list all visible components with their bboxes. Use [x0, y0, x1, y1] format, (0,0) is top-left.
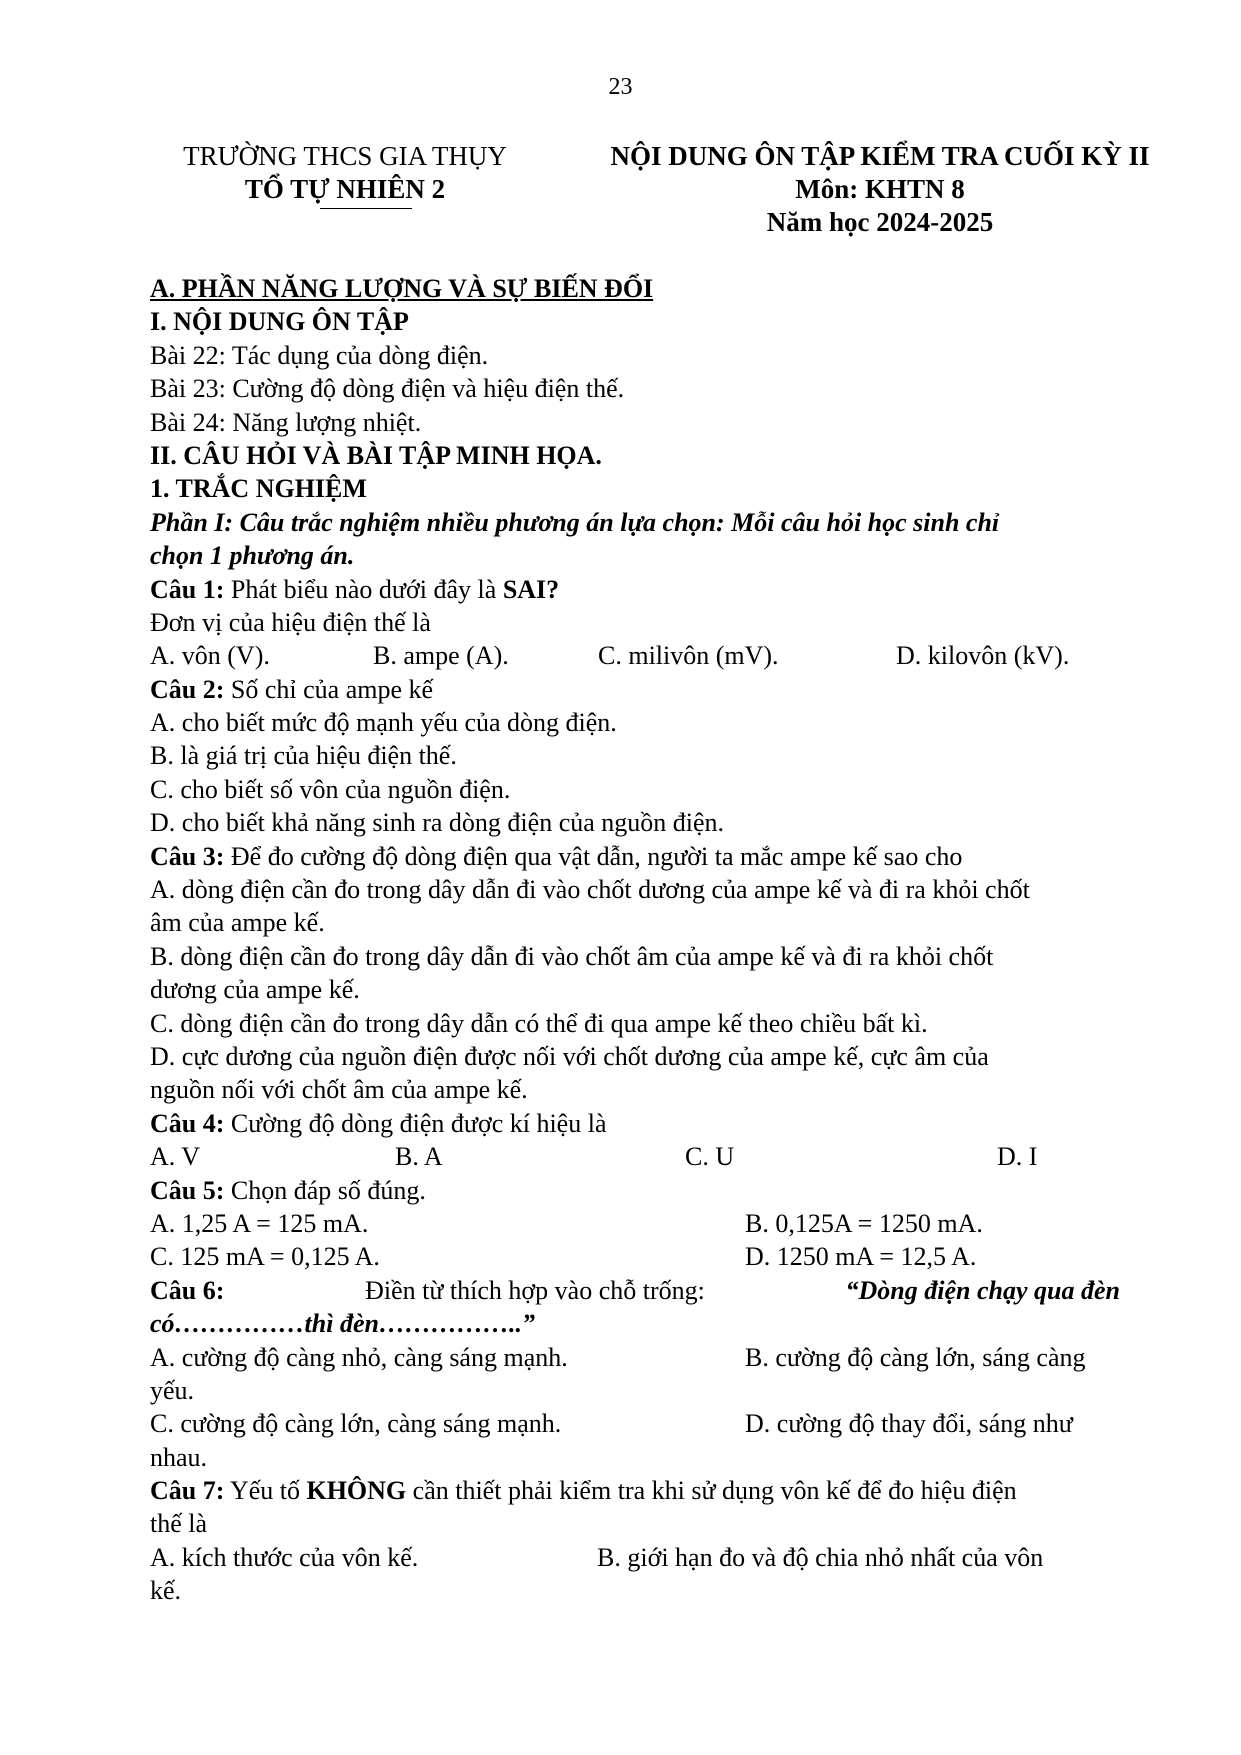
option: A. 1,25 A = 125 mA. [150, 1208, 369, 1238]
question-1 [150, 573, 1120, 606]
option-text: yếu. [150, 1375, 195, 1405]
option: C. milivôn (mV). [598, 641, 779, 671]
subsection-heading: 1. TRẮC NGHIỆM [150, 474, 367, 504]
question-label: Câu 5: [150, 1175, 225, 1205]
option: A. kích thước của vôn kế. [150, 1542, 419, 1572]
option: B. ampe (A). [373, 641, 509, 671]
question-label: Câu 3: [150, 841, 225, 871]
question-text: Để đo cường độ dòng điện qua vật dẫn, người ta mắc ampe kế sao cho [224, 841, 963, 871]
option: B. giới hạn đo và độ chia nhỏ nhất của vôn [597, 1542, 1044, 1572]
option: C. 125 mA = 0,125 A. [150, 1242, 380, 1272]
option: C. dòng điện cần đo trong dây dẫn có thể đi qua ampe kế theo chiều bất kì. [150, 1008, 928, 1038]
question-text: Đơn vị của hiệu điện thế là [150, 607, 431, 637]
question-label: Câu 6: [150, 1275, 225, 1305]
options-row [150, 1407, 1120, 1440]
options-row [150, 1341, 1120, 1374]
option: A. V [150, 1142, 201, 1172]
option-continued: kế. [150, 1576, 182, 1606]
question-label: Câu 1: [150, 574, 225, 604]
part-instruction: chọn 1 phương án. [150, 541, 355, 571]
option: D. cường độ thay đổi, sáng như [745, 1409, 1073, 1439]
option: C. U [685, 1142, 735, 1172]
option: A. vôn (V). [150, 641, 270, 671]
options-row [150, 1541, 1120, 1574]
option-continued: nguồn nối với chốt âm của ampe kế. [150, 1075, 528, 1105]
header-right [580, 140, 1180, 239]
lesson-item: Bài 24: Năng lượng nhiệt. [150, 407, 422, 437]
question-label: Câu 4: [150, 1108, 225, 1138]
option: D. cho biết khả năng sinh ra dòng điện của nguồn điện. [150, 808, 725, 838]
quote-text: “Dòng điện chạy qua đèn [845, 1275, 1120, 1305]
department-name: TỔ TỰ NHIÊN 2 [244, 174, 446, 204]
school-year: Năm học 2024-2025 [766, 207, 994, 237]
question-7 [150, 1474, 1120, 1507]
question-3 [150, 840, 1120, 873]
question-text: Yếu tố [224, 1476, 307, 1506]
question-label: Câu 2: [150, 674, 225, 704]
question-emphasis: SAI? [502, 574, 560, 604]
option: C. cường độ càng lớn, càng sáng mạnh. [150, 1409, 562, 1439]
section-2-heading: II. CÂU HỎI VÀ BÀI TẬP MINH HỌA. [150, 440, 602, 470]
document-title: NỘI DUNG ÔN TẬP KIỂM TRA CUỐI KỲ II [610, 141, 1150, 171]
question-label: Câu 7: [150, 1476, 225, 1506]
option: D. kilovôn (kV). [896, 641, 1070, 671]
option-continued: âm của ampe kế. [150, 908, 325, 938]
question-text: thế là [150, 1509, 208, 1539]
options-row [150, 1240, 1120, 1273]
question-6 [150, 1274, 1120, 1307]
document-body [150, 272, 1120, 1608]
subject: Môn: KHTN 8 [795, 174, 965, 204]
option: C. cho biết số vôn của nguồn điện. [150, 774, 511, 804]
question-text: Số chỉ của ampe kế [224, 674, 434, 704]
question-text: Phát biểu nào dưới đây là [224, 574, 503, 604]
option: D. I [997, 1142, 1038, 1172]
question-text: Chọn đáp số đúng. [224, 1175, 426, 1205]
option: D. cực dương của nguồn điện được nối với chốt dương của ampe kế, cực âm của [150, 1041, 989, 1071]
options-row [150, 639, 1120, 672]
option: A. dòng điện cần đo trong dây dẫn đi vào chốt dương của ampe kế và đi ra khỏi chốt [150, 875, 1030, 905]
question-text: Cường độ dòng điện được kí hiệu là [224, 1108, 607, 1138]
option-continued: dương của ampe kế. [150, 975, 360, 1005]
question-text: Điền từ thích hợp vào chỗ trống: [365, 1275, 705, 1305]
header-left [140, 140, 550, 206]
option: D. 1250 mA = 12,5 A. [745, 1242, 977, 1272]
lesson-item: Bài 23: Cường độ dòng điện và hiệu điện thế. [150, 374, 625, 404]
option: A. cường độ càng nhỏ, càng sáng mạnh. [150, 1342, 568, 1372]
question-text: cần thiết phải kiểm tra khi sử dụng vôn kế để đo hiệu điện [406, 1476, 1017, 1506]
question-4 [150, 1107, 1120, 1140]
header-underline [320, 208, 412, 209]
option: B. dòng điện cần đo trong dây dẫn đi vào chốt âm của ampe kế và đi ra khỏi chốt [150, 941, 994, 971]
options-row [150, 1207, 1120, 1240]
page-number: 23 [608, 74, 633, 100]
part-instruction: Phần I: Câu trắc nghiệm nhiều phương án lựa chọn: Mỗi câu hỏi học sinh chỉ [150, 507, 1000, 537]
question-5 [150, 1174, 1120, 1207]
question-emphasis: KHÔNG [306, 1476, 407, 1506]
option-continued [150, 1374, 1120, 1407]
option: B. 0,125A = 1250 mA. [745, 1208, 983, 1238]
section-1-heading: I. NỘI DUNG ÔN TẬP [150, 307, 409, 337]
option: A. cho biết mức độ mạnh yếu của dòng điện. [150, 708, 617, 738]
section-a-heading: A. PHẦN NĂNG LƯỢNG VÀ SỰ BIẾN ĐỔI [150, 274, 654, 303]
option: B. A [395, 1142, 443, 1172]
school-name: TRƯỜNG THCS GIA THỤY [183, 141, 507, 171]
option-continued: nhau. [150, 1442, 208, 1472]
option: B. cường độ càng lớn, sáng càng [745, 1342, 1086, 1372]
lesson-item: Bài 22: Tác dụng của dòng điện. [150, 340, 489, 370]
question-2 [150, 673, 1120, 706]
option: B. là giá trị của hiệu điện thế. [150, 741, 457, 771]
quote-text: có……………thì đèn……………..” [150, 1309, 535, 1339]
options-row [150, 1140, 1120, 1173]
